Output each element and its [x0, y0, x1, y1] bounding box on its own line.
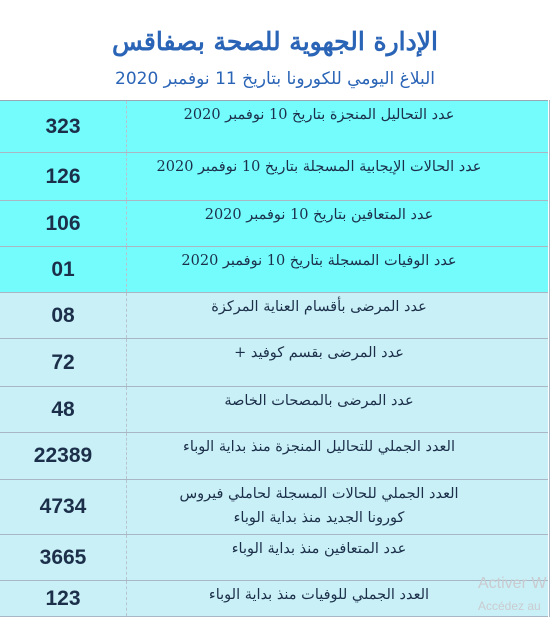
row-label-line-2: كورونا الجديد منذ بداية الوباء — [233, 510, 405, 526]
statistics-table — [0, 100, 548, 616]
page-title: الإدارة الجهوية للصحة بصفاقس — [112, 27, 438, 56]
row-label — [128, 101, 548, 152]
table-row — [0, 534, 548, 580]
row-value: 106 — [0, 201, 127, 246]
row-value: 22389 — [0, 433, 127, 479]
watermark-line-2: Accédez au — [478, 599, 541, 613]
row-value: 126 — [0, 153, 127, 200]
table-row — [0, 200, 548, 246]
row-label-line: عدد المتعافين منذ بداية الوباء — [231, 541, 407, 557]
table-row — [0, 292, 548, 338]
table-row — [0, 479, 548, 534]
row-label — [128, 201, 548, 246]
table-row — [0, 338, 548, 386]
table-row — [0, 100, 548, 152]
row-label — [128, 387, 548, 432]
row-label — [128, 247, 548, 292]
row-label-line: العدد الجملي للحالات المسجلة لحاملي فيروس — [179, 486, 459, 502]
row-label — [128, 339, 548, 386]
row-label-line: عدد التحاليل المنجزة بتاريخ 10 نوفمبر 2020 — [183, 107, 455, 123]
row-label-line: عدد المرضى بالمصحات الخاصة — [224, 393, 414, 409]
row-label-line: العدد الجملي للتحاليل المنجزة منذ بداية الوباء — [183, 439, 455, 455]
row-label-line: عدد الوفيات المسجلة بتاريخ 10 نوفمبر 2020 — [181, 253, 457, 269]
row-value: 48 — [0, 387, 127, 432]
row-value: 123 — [0, 581, 127, 616]
table-row — [0, 246, 548, 292]
row-label — [128, 153, 548, 200]
table-row — [0, 432, 548, 479]
report-header — [0, 0, 550, 100]
row-value: 72 — [0, 339, 127, 386]
watermark-line-1: Activer W — [478, 575, 547, 592]
table-row — [0, 386, 548, 432]
row-value: 4734 — [0, 480, 127, 534]
row-value: 323 — [0, 101, 127, 152]
row-value: 08 — [0, 293, 127, 338]
row-label-line: عدد المرضى بقسم كوفيد + — [234, 345, 404, 361]
windows-activation-watermark — [478, 573, 546, 617]
row-label — [128, 433, 548, 479]
row-label-line: عدد المرضى بأقسام العناية المركزة — [211, 299, 427, 315]
table-row — [0, 580, 548, 616]
row-label-line: عدد الحالات الإيجابية المسجلة بتاريخ 10 نوفمبر 2020 — [156, 159, 482, 175]
row-value: 01 — [0, 247, 127, 292]
row-label-line: عدد المتعافين بتاريخ 10 نوفمبر 2020 — [204, 207, 434, 223]
row-label — [128, 480, 548, 534]
table-row — [0, 152, 548, 200]
row-value: 3665 — [0, 535, 127, 580]
row-label — [128, 293, 548, 338]
page-subtitle: البلاغ اليومي للكورونا بتاريخ 11 نوفمبر 2020 — [115, 69, 435, 89]
row-label-line: العدد الجملي للوفيات منذ بداية الوباء — [208, 587, 430, 603]
